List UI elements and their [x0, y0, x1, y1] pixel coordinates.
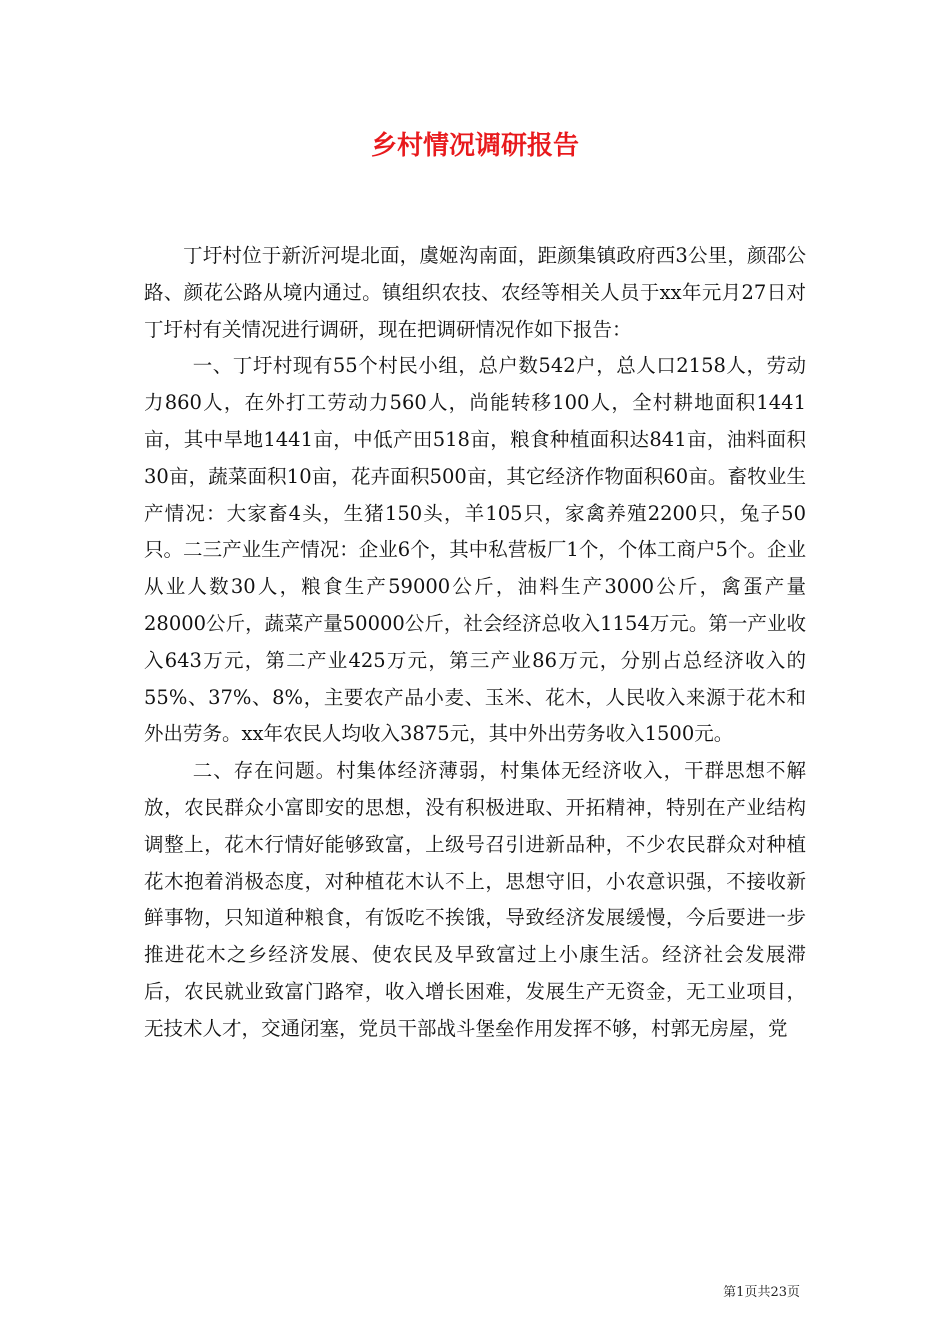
- paragraph-section-one: 一、丁圩村现有55个村民小组，总户数542户，总人口2158人，劳动力860人，在外打工劳动力560人，尚能转移100人，全村耕地面积1441亩，其中旱地1441亩，中低产田518亩，粮食种植面积达841亩，油料面积30亩，蔬菜面积10亩，花卉面积500亩，其它经济作物面积60亩。畜牧业生产情况：大家畜4头，生猪150头，羊105只，家禽养殖2200只，兔子50只。二三产业生产情况：企业6个，其中私营板厂1个，个体工商户5个。企业从业人数30人，粮食生产59000公斤，油料生产3000公斤，禽蛋产量28000公斤，蔬菜产量50000公斤，社会经济总收入1154万元。第一产业收入643万元，第二产业425万元，第三产业86万元，分别占总经济收入的55%、37%、8%，主要农产品小麦、玉米、花木，人民收入来源于花木和外出劳务。xx年农民人均收入3875元，其中外出劳务收入1500元。: [144, 354, 806, 746]
- document-title: 乡村情况调研报告: [370, 131, 579, 161]
- page-number: 第1页共23页: [723, 1285, 800, 1300]
- document-body: [144, 238, 806, 1048]
- paragraph-section-two: 二、存在问题。村集体经济薄弱，村集体无经济收入，干群思想不解放，农民群众小富即安的思想，没有积极进取、开拓精神，特别在产业结构调整上，花木行情好能够致富，上级号召引进新品种，不少农民群众对种植花木抱着消极态度，对种植花木认不上，思想守旧，小农意识强，不接收新鲜事物，只知道种粮食，有饭吃不挨饿，导致经济发展缓慢，今后要进一步推进花木之乡经济发展、使农民及早致富过上小康生活。经济社会发展滞后，农民就业致富门路窄，收入增长困难，发展生产无资金，无工业项目，无技术人才，交通闭塞，党员干部战斗堡垒作用发挥不够，村郭无房屋，党: [144, 759, 806, 1040]
- paragraph-intro: 丁圩村位于新沂河堤北面，虞姬沟南面，距颜集镇政府西3公里，颜邵公路、颜花公路从境内通过。镇组织农技、农经等相关人员于xx年元月27日对丁圩村有关情况进行调研，现在把调研情况作如下报告：: [144, 244, 806, 341]
